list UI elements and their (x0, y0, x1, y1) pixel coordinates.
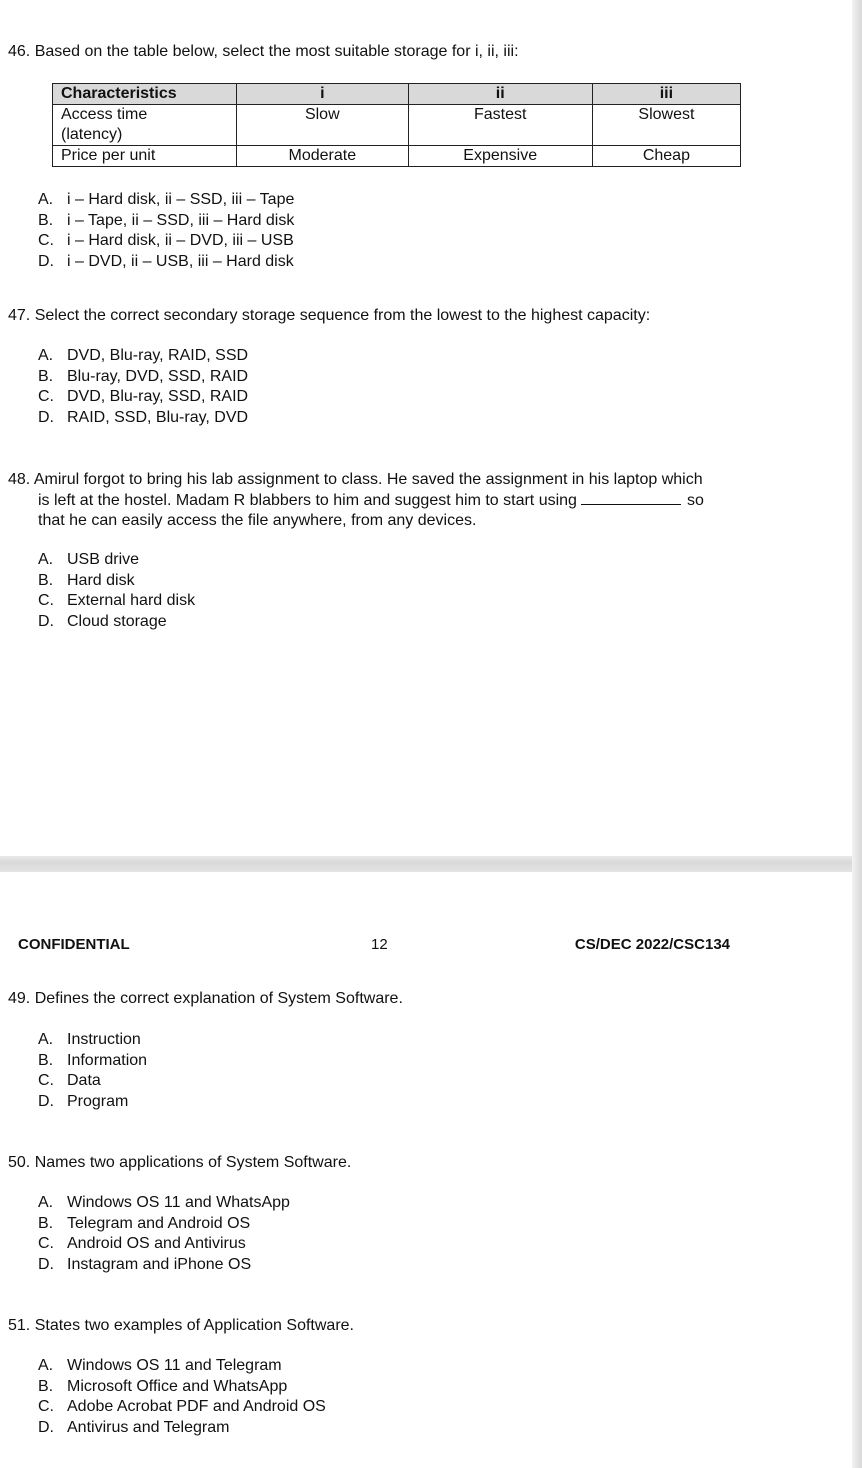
option-letter: C. (38, 1235, 54, 1253)
option-d[interactable] (38, 252, 294, 273)
option-letter: A. (38, 347, 54, 364)
option-letter: A. (38, 1194, 54, 1211)
option-letter: B. (38, 1051, 54, 1069)
option-text: Information (67, 1051, 148, 1069)
question-47-options (38, 346, 248, 429)
option-text: RAID, SSD, Blu-ray, DVD (67, 409, 249, 427)
option-a[interactable] (38, 1193, 290, 1214)
option-letter: C. (38, 1072, 54, 1090)
option-a[interactable] (38, 1030, 147, 1051)
option-text: Telegram and Android OS (67, 1214, 251, 1232)
question-number: 48. (8, 471, 31, 488)
table-header-cell: Characteristics (53, 84, 237, 105)
question-number: 51. (8, 1317, 31, 1334)
question-46-stem (8, 42, 519, 62)
question-50-stem (8, 1153, 351, 1173)
option-d[interactable] (38, 1255, 290, 1276)
option-text: Android OS and Antivirus (67, 1235, 246, 1253)
option-letter: B. (38, 367, 54, 385)
option-text: DVD, Blu-ray, SSD, RAID (67, 388, 249, 406)
table-header-row (53, 84, 741, 105)
question-48-stem-line-2 (38, 490, 704, 511)
option-text: Antivirus and Telegram (67, 1419, 230, 1437)
option-text: Instruction (67, 1031, 141, 1048)
option-letter: A. (38, 191, 54, 208)
option-letter: D. (38, 1419, 54, 1437)
table-cell: Fastest (408, 105, 592, 146)
option-b[interactable] (38, 211, 294, 232)
question-number: 47. (8, 307, 31, 324)
option-a[interactable] (38, 550, 195, 571)
option-text: i – Hard disk, ii – DVD, iii – USB (67, 232, 294, 250)
row-label-line: Access time (61, 106, 148, 123)
option-text: Instagram and iPhone OS (67, 1256, 252, 1274)
option-text: Windows OS 11 and WhatsApp (67, 1194, 290, 1211)
option-d[interactable] (38, 1092, 147, 1113)
option-c[interactable] (38, 231, 294, 252)
question-text: States two examples of Application Software. (34, 1317, 354, 1334)
question-text: so (686, 492, 704, 509)
option-letter: D. (38, 409, 54, 427)
option-letter: B. (38, 1214, 54, 1232)
option-text: Hard disk (67, 571, 135, 589)
option-b[interactable] (38, 571, 195, 592)
question-number: 46. (8, 43, 31, 60)
option-c[interactable] (38, 1071, 147, 1092)
option-letter: D. (38, 1093, 54, 1111)
question-text: Select the correct secondary storage sequence from the lowest to the highest capacity: (34, 307, 651, 324)
option-letter: D. (38, 613, 54, 631)
table-row (53, 146, 741, 167)
question-47-stem (8, 306, 650, 326)
question-48-stem-line-3 (38, 511, 476, 531)
table-cell: Moderate (237, 146, 409, 167)
option-c[interactable] (38, 1234, 290, 1255)
option-text: External hard disk (67, 592, 196, 610)
confidential-label: CONFIDENTIAL (18, 936, 130, 953)
option-a[interactable] (38, 346, 248, 367)
page-edge-shadow (852, 0, 862, 1468)
option-letter: A. (38, 551, 54, 568)
option-a[interactable] (38, 190, 294, 211)
option-letter: B. (38, 211, 54, 229)
option-text: DVD, Blu-ray, RAID, SSD (67, 347, 249, 364)
table-cell: Expensive (408, 146, 592, 167)
page-separator (0, 856, 862, 872)
answer-blank (581, 490, 681, 505)
storage-characteristics-table (52, 83, 741, 167)
question-number: 49. (8, 990, 31, 1007)
option-text: Adobe Acrobat PDF and Android OS (67, 1398, 326, 1416)
option-b[interactable] (38, 1214, 290, 1235)
option-letter: C. (38, 592, 54, 610)
option-c[interactable] (38, 387, 248, 408)
option-d[interactable] (38, 408, 248, 429)
option-letter: B. (38, 571, 54, 589)
question-text: that he can easily access the file anywhere, from any devices. (38, 512, 477, 529)
table-row-label: Price per unit (53, 146, 237, 167)
table-cell: Slowest (592, 105, 740, 146)
page-header (18, 936, 730, 956)
option-text: i – Tape, ii – SSD, iii – Hard disk (67, 211, 295, 229)
option-letter: A. (38, 1031, 54, 1048)
question-50-options (38, 1193, 290, 1276)
table-row (53, 105, 741, 146)
option-text: i – DVD, ii – USB, iii – Hard disk (67, 253, 294, 271)
option-text: i – Hard disk, ii – SSD, iii – Tape (67, 191, 295, 208)
option-letter: C. (38, 1398, 54, 1416)
question-46-options (38, 190, 294, 273)
question-51-options (38, 1356, 326, 1439)
option-d[interactable] (38, 612, 195, 633)
option-text: USB drive (67, 551, 140, 568)
question-text: Based on the table below, select the most suitable storage for i, ii, iii: (34, 43, 519, 60)
option-letter: D. (38, 1256, 54, 1274)
option-b[interactable] (38, 1377, 326, 1398)
question-48-options (38, 550, 195, 633)
option-d[interactable] (38, 1418, 326, 1439)
question-text: Amirul forgot to bring his lab assignment to class. He saved the assignment in his laptop which (33, 471, 703, 488)
exam-code: CS/DEC 2022/CSC134 (574, 936, 730, 953)
option-c[interactable] (38, 591, 195, 612)
table-row-label (53, 105, 237, 146)
option-text: Cloud storage (67, 613, 167, 631)
table-header-cell: iii (592, 84, 740, 105)
option-letter: C. (38, 232, 54, 250)
option-text: Program (67, 1093, 129, 1111)
option-b[interactable] (38, 367, 248, 388)
question-49-stem (8, 989, 403, 1009)
option-letter: C. (38, 388, 54, 406)
question-text: is left at the hostel. Madam R blabbers to him and suggest him to start using (38, 492, 577, 509)
option-letter: D. (38, 253, 54, 271)
option-a[interactable] (38, 1356, 326, 1377)
option-text: Windows OS 11 and Telegram (67, 1357, 282, 1374)
option-text: Microsoft Office and WhatsApp (67, 1377, 288, 1395)
question-text: Defines the correct explanation of System Software. (34, 990, 403, 1007)
question-51-stem (8, 1316, 354, 1336)
table-header-cell: i (237, 84, 409, 105)
option-text: Blu-ray, DVD, SSD, RAID (67, 367, 249, 385)
option-letter: B. (38, 1377, 54, 1395)
table-header-cell: ii (408, 84, 592, 105)
option-c[interactable] (38, 1397, 326, 1418)
option-text: Data (67, 1072, 101, 1090)
option-b[interactable] (38, 1051, 147, 1072)
table-cell: Slow (237, 105, 409, 146)
question-49-options (38, 1030, 147, 1113)
question-48-stem (8, 470, 703, 490)
row-label-line: (latency) (61, 126, 123, 143)
exam-page-bottom (0, 872, 852, 1468)
table-cell: Cheap (592, 146, 740, 167)
page-number: 12 (371, 936, 388, 953)
question-text: Names two applications of System Software. (34, 1154, 352, 1171)
question-number: 50. (8, 1154, 31, 1171)
option-letter: A. (38, 1357, 54, 1374)
